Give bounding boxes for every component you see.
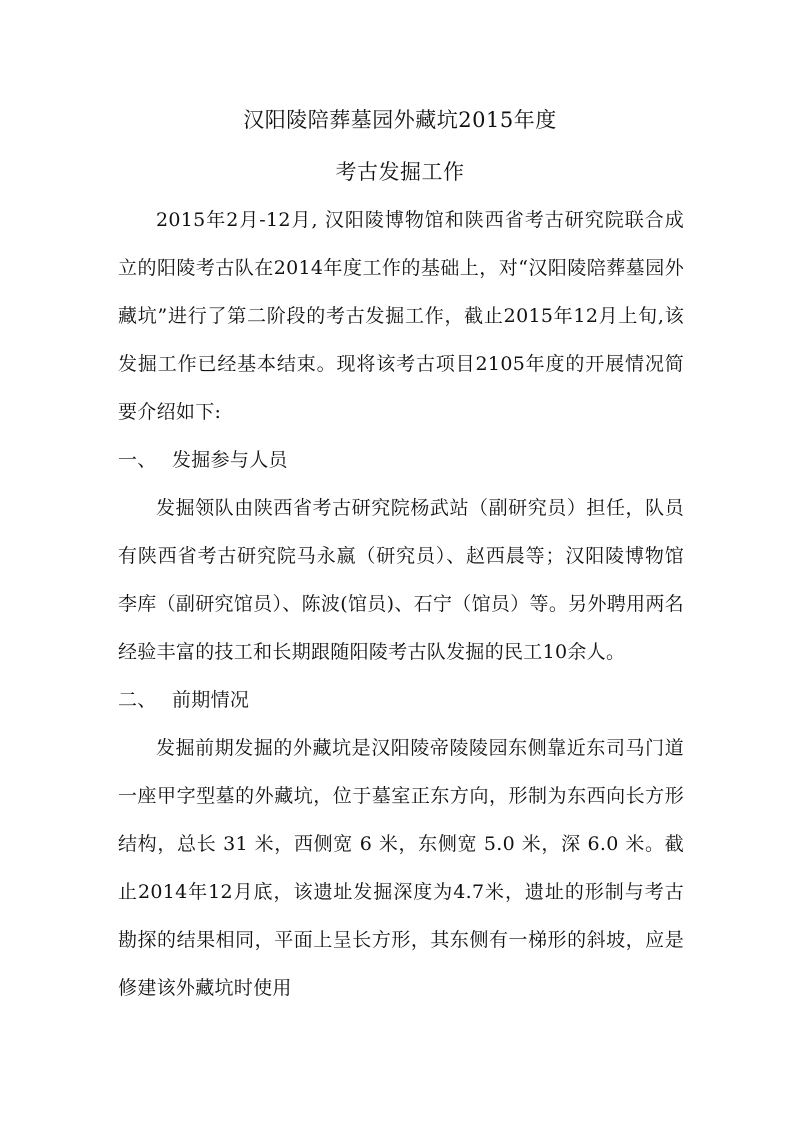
intro-paragraph: 2015年2月-12月, 汉阳陵博物馆和陕西省考古研究院联合成立的阳陵考古队在2014年度工作的基础上，对“汉阳陵陪葬墓园外藏坑”进行了第二阶段的考古发掘工作，截止2015年12月上旬,该发掘工作已经基本结束。现将该考古项目2105年度的开展情况简要介绍如下: bbox=[118, 209, 684, 423]
section-number-2: 二、 bbox=[118, 689, 157, 711]
section-heading-2 bbox=[118, 676, 249, 724]
document-subtitle: 考古发掘工作 bbox=[335, 160, 465, 184]
section-heading-1 bbox=[118, 436, 288, 484]
section-body-1: 发掘领队由陕西省考古研究院杨武站（副研究员）担任，队员有陕西省考古研究院马永嬴（研究员）、赵西晨等；汉阳陵博物馆李库（副研究馆员）、陈波(馆员)、石宁（馆员）等。另外聘用两名经验丰富的技工和长期跟随阳陵考古队发掘的民工10余人。 bbox=[118, 497, 684, 663]
section-heading-text-1: 发掘参与人员 bbox=[172, 449, 288, 471]
section-body-2: 发掘前期发掘的外藏坑是汉阳陵帝陵陵园东侧靠近东司马门道一座甲字型墓的外藏坑，位于墓室正东方向，形制为东西向长方形结构，总长 31 米，西侧宽 6 米，东侧宽 5.0 米，深 6.0 米。截止2014年12月底，该遗址发掘深度为4.7米，遗址的形制与考古勘探的结果相同，平面上呈长方形，其东侧有一梯形的斜坡，应是修建该外藏坑时使用 bbox=[118, 737, 684, 999]
section-number-1: 一、 bbox=[118, 449, 157, 471]
section-heading-text-2: 前期情况 bbox=[172, 689, 250, 711]
document-title: 汉阳陵陪葬墓园外藏坑2015年度 bbox=[243, 108, 557, 132]
